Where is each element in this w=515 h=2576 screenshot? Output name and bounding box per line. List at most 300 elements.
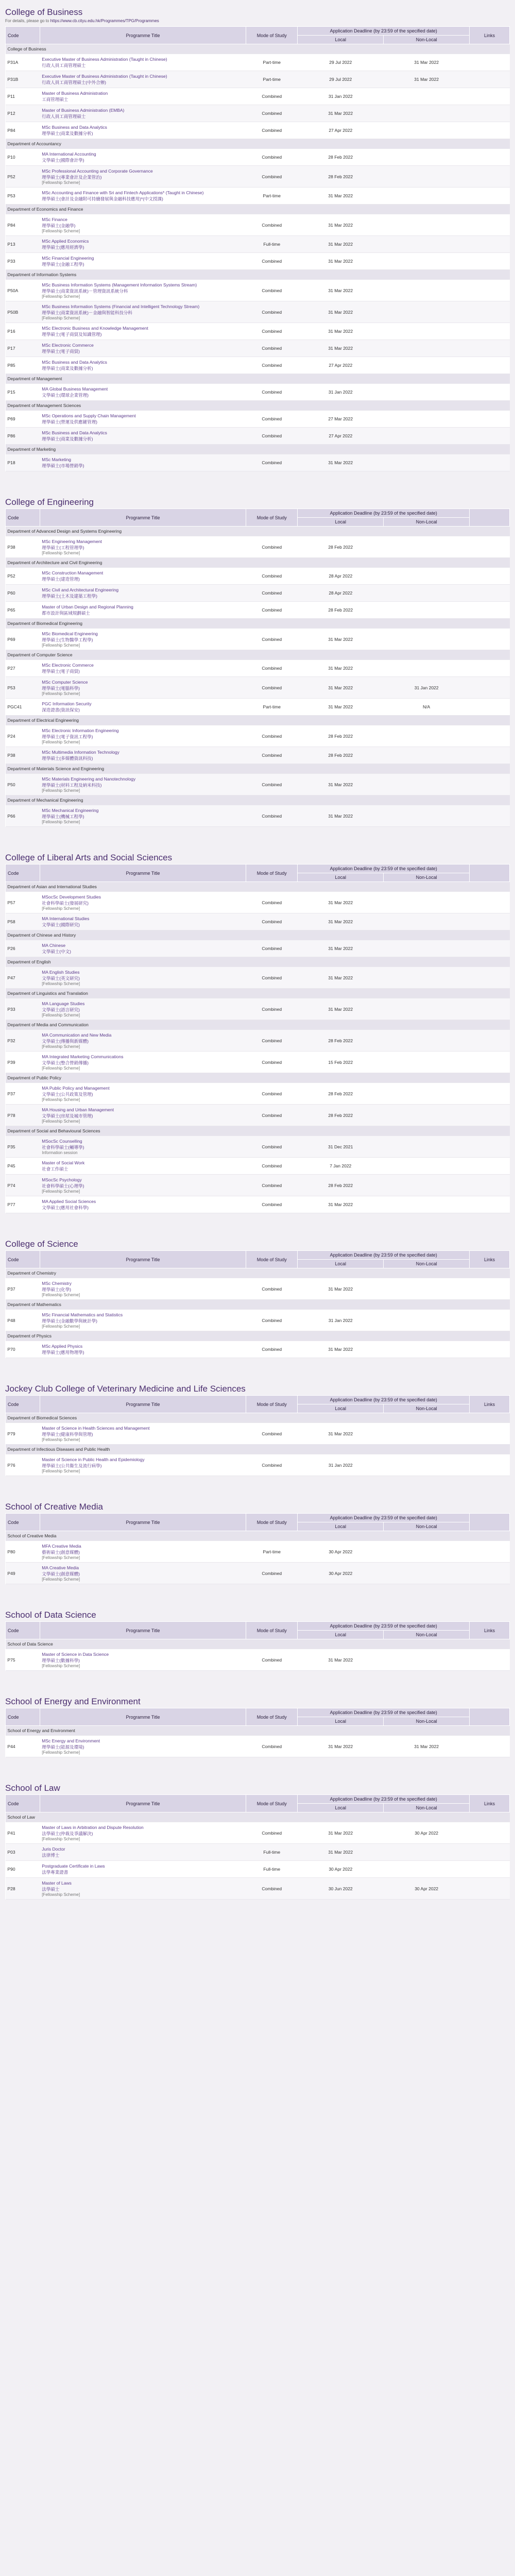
programme-code: P49 bbox=[6, 1563, 40, 1584]
programme-title-link[interactable]: MSocSc Development Studies bbox=[42, 894, 101, 900]
programme-chinese-title: 理學碩士(商業資訊系統)－金融與智能科技分科 bbox=[42, 310, 132, 315]
programme-title-cell bbox=[40, 166, 246, 188]
programme-row bbox=[6, 585, 510, 602]
mode-of-study: Combined bbox=[246, 1196, 298, 1213]
programme-title-link[interactable]: Postgraduate Certificate in Laws bbox=[42, 1863, 105, 1869]
programme-chinese-title: 理學碩士(營運及供應鏈管理) bbox=[42, 419, 97, 425]
programme-title-link[interactable]: MA Creative Media bbox=[42, 1565, 79, 1570]
programme-row bbox=[6, 1278, 510, 1300]
programme-title-link[interactable]: MA Communication and New Media bbox=[42, 1032, 112, 1038]
programme-chinese-title: 法學專業證書 bbox=[42, 1870, 68, 1875]
programme-title-link[interactable]: MSc Marketing bbox=[42, 457, 71, 462]
programme-title-link[interactable]: MA Language Studies bbox=[42, 1001, 85, 1006]
programme-row bbox=[6, 280, 510, 301]
deadline-local: 31 Mar 2022 bbox=[298, 660, 384, 677]
links-cell bbox=[470, 54, 510, 71]
programme-title-link[interactable]: MSc Chemistry bbox=[42, 1281, 72, 1286]
programme-title-cell bbox=[40, 725, 246, 747]
deadline-nonlocal: N/A bbox=[384, 699, 470, 716]
programme-title-link[interactable]: MSc Applied Physics bbox=[42, 1344, 83, 1349]
programme-row bbox=[6, 774, 510, 795]
programme-title-link[interactable]: MFA Creative Media bbox=[42, 1544, 81, 1549]
programme-title-cell bbox=[40, 602, 246, 619]
links-cell bbox=[470, 454, 510, 471]
programme-code: P50A bbox=[6, 280, 40, 301]
deadline-local: 31 Mar 2022 bbox=[298, 301, 384, 323]
programme-note: [Fellowship Scheme] bbox=[42, 1469, 80, 1473]
header-nonlocal: Non-Local bbox=[384, 518, 470, 527]
programme-row bbox=[6, 88, 510, 105]
programme-code: P24 bbox=[6, 725, 40, 747]
deadline-local: 28 Feb 2022 bbox=[298, 1083, 384, 1105]
department-row bbox=[6, 1531, 510, 1541]
links-cell bbox=[470, 1844, 510, 1861]
programme-chinese-title: 行政人員工商管理碩士 bbox=[42, 63, 86, 68]
links-cell bbox=[470, 149, 510, 166]
programme-row bbox=[6, 1341, 510, 1358]
deadline-local: 31 Mar 2022 bbox=[298, 892, 384, 913]
links-cell bbox=[470, 1423, 510, 1445]
programme-title-link[interactable]: Master of Social Work bbox=[42, 1160, 85, 1165]
programme-title-link[interactable]: Master of Science in Public Health and Epidemiology bbox=[42, 1457, 145, 1462]
programme-title-link[interactable]: MA Global Business Management bbox=[42, 386, 108, 392]
programme-chinese-title: 理學碩士(數據科學) bbox=[42, 1658, 80, 1663]
programme-chinese-title: 行政人員工商管理碩士 bbox=[42, 114, 86, 119]
programme-chinese-title: 行政人員工商管理碩士(中外合辦) bbox=[42, 80, 106, 85]
programme-chinese-title: 理學碩士(建造管理) bbox=[42, 577, 80, 582]
programme-title-link[interactable]: MA Integrated Marketing Communications bbox=[42, 1054, 124, 1059]
programme-title-link[interactable]: Master of Business Administration (EMBA) bbox=[42, 108, 125, 113]
programme-title-cell bbox=[40, 1649, 246, 1671]
programme-title-cell bbox=[40, 384, 246, 401]
mode-of-study: Combined bbox=[246, 1878, 298, 1900]
department-name: Department of Economics and Finance bbox=[6, 205, 510, 214]
mode-of-study: Combined bbox=[246, 301, 298, 323]
deadline-nonlocal bbox=[384, 892, 470, 913]
mode-of-study: Combined bbox=[246, 725, 298, 747]
mode-of-study: Part-time bbox=[246, 1541, 298, 1563]
mode-of-study: Combined bbox=[246, 428, 298, 445]
programme-title-link[interactable]: MSc Electronic Information Engineering bbox=[42, 728, 119, 733]
programme-title-cell bbox=[40, 340, 246, 357]
links-cell bbox=[470, 1310, 510, 1331]
department-row bbox=[6, 1331, 510, 1341]
programme-title-link[interactable]: Juris Doctor bbox=[42, 1846, 65, 1852]
programme-note: [Fellowship Scheme] bbox=[42, 788, 80, 793]
deadline-nonlocal bbox=[384, 536, 470, 558]
links-cell bbox=[470, 122, 510, 139]
header-local: Local bbox=[298, 518, 384, 527]
programme-code: P69 bbox=[6, 411, 40, 428]
programme-title-link[interactable]: MA Chinese bbox=[42, 943, 66, 948]
programme-title-link[interactable]: MSc Engineering Management bbox=[42, 539, 102, 544]
mode-of-study: Combined bbox=[246, 1310, 298, 1331]
header-deadline: Application Deadline (by 23:59 of the specified date) bbox=[298, 509, 470, 518]
programme-row bbox=[6, 166, 510, 188]
links-cell bbox=[470, 774, 510, 795]
college-section bbox=[5, 1232, 510, 1358]
links-cell bbox=[470, 892, 510, 913]
programme-chinese-title: 文學碩士(創意媒體) bbox=[42, 1571, 80, 1577]
deadline-local: 28 Apr 2022 bbox=[298, 568, 384, 585]
programme-title-link[interactable]: Master of Laws in Arbitration and Dispute Resolution bbox=[42, 1825, 144, 1830]
deadline-nonlocal bbox=[384, 940, 470, 957]
header-title: Programme Title bbox=[40, 1795, 246, 1812]
department-name: Department of Management bbox=[6, 374, 510, 384]
programme-title-link[interactable]: MSc Operations and Supply Chain Management bbox=[42, 413, 136, 418]
programme-note: [Fellowship Scheme] bbox=[42, 551, 80, 555]
deadline-local: 31 Mar 2022 bbox=[298, 1196, 384, 1213]
mode-of-study: Combined bbox=[246, 805, 298, 827]
college-title: Jockey Club College of Veterinary Medicine and Life Sciences bbox=[5, 1384, 246, 1394]
programme-code: P35 bbox=[6, 1136, 40, 1158]
programme-row bbox=[6, 54, 510, 71]
header-mode: Mode of Study bbox=[246, 1396, 298, 1413]
programme-title-link[interactable]: Executive Master of Business Administration (Taught in Chinese) bbox=[42, 74, 167, 79]
links-cell bbox=[470, 1822, 510, 1844]
deadline-local: 31 Mar 2022 bbox=[298, 454, 384, 471]
programme-row bbox=[6, 1136, 510, 1158]
header-links: Links bbox=[470, 1396, 510, 1413]
header-code: Code bbox=[6, 1251, 40, 1268]
mode-of-study: Part-time bbox=[246, 54, 298, 71]
programme-code: P32 bbox=[6, 1030, 40, 1052]
programme-title-link[interactable]: MA Public Policy and Management bbox=[42, 1086, 110, 1091]
deadline-local: 30 Apr 2022 bbox=[298, 1541, 384, 1563]
header-links bbox=[470, 865, 510, 882]
deadline-nonlocal bbox=[384, 1541, 470, 1563]
mode-of-study: Combined bbox=[246, 602, 298, 619]
header-mode: Mode of Study bbox=[246, 1622, 298, 1639]
deadline-local: 27 Apr 2022 bbox=[298, 122, 384, 139]
programme-title-link[interactable]: MSc Construction Management bbox=[42, 570, 104, 575]
deadline-nonlocal bbox=[384, 1052, 470, 1073]
programme-code: P16 bbox=[6, 323, 40, 340]
header-title: Programme Title bbox=[40, 27, 246, 44]
header-local: Local bbox=[298, 1631, 384, 1639]
college-section bbox=[5, 490, 510, 827]
programme-code: P84 bbox=[6, 214, 40, 236]
programme-chinese-title: 理學碩士(電子商貿) bbox=[42, 349, 80, 354]
deadline-nonlocal: 31 Mar 2022 bbox=[384, 54, 470, 71]
programme-note: [Fellowship Scheme] bbox=[42, 1044, 80, 1049]
programme-title-link[interactable]: MA International Studies bbox=[42, 916, 90, 921]
department-row bbox=[6, 1445, 510, 1454]
programme-code: P76 bbox=[6, 1454, 40, 1476]
programme-row bbox=[6, 1844, 510, 1861]
programme-row bbox=[6, 660, 510, 677]
programme-title-link[interactable]: MA Housing and Urban Management bbox=[42, 1107, 114, 1112]
programme-title-link[interactable]: MSc Business and Data Analytics bbox=[42, 430, 107, 435]
programme-title-cell bbox=[40, 998, 246, 1020]
mode-of-study: Combined bbox=[246, 1030, 298, 1052]
deadline-local: 28 Feb 2022 bbox=[298, 1105, 384, 1126]
header-deadline: Application Deadline (by 23:59 of the specified date) bbox=[298, 1708, 470, 1717]
programme-code: P47 bbox=[6, 967, 40, 989]
programme-title-link[interactable]: MSc Financial Mathematics and Statistics bbox=[42, 1312, 123, 1317]
mode-of-study: Full-time bbox=[246, 1844, 298, 1861]
programme-note: [Fellowship Scheme] bbox=[42, 316, 80, 320]
programme-chinese-title: 理學碩士(金融工程學) bbox=[42, 262, 84, 267]
programme-title-link[interactable]: Master of Business Administration bbox=[42, 91, 108, 96]
mode-of-study: Combined bbox=[246, 747, 298, 764]
programme-title-cell bbox=[40, 122, 246, 139]
programme-title-link[interactable]: MSc Electronic Commerce bbox=[42, 343, 94, 348]
college-note-text: For details, please go to bbox=[5, 19, 50, 23]
programme-title-link[interactable]: MSc Financial Engineering bbox=[42, 256, 94, 261]
department-name: Department of Social and Behavioural Sciences bbox=[6, 1126, 510, 1136]
mode-of-study: Combined bbox=[246, 940, 298, 957]
header-links: Links bbox=[470, 1251, 510, 1268]
programme-title-link[interactable]: MSc Accounting and Finance with Sri and Fintech Applications* (Taught in Chinese) bbox=[42, 190, 204, 195]
programme-title-link[interactable]: Master of Laws bbox=[42, 1880, 72, 1886]
programme-title-link[interactable]: MSc Business and Data Analytics bbox=[42, 360, 107, 365]
programme-row bbox=[6, 1736, 510, 1757]
deadline-local: 28 Feb 2022 bbox=[298, 1175, 384, 1196]
programme-code: P33 bbox=[6, 998, 40, 1020]
programme-title-cell bbox=[40, 805, 246, 827]
header-title: Programme Title bbox=[40, 1708, 246, 1726]
department-name: School of Creative Media bbox=[6, 1531, 510, 1541]
programme-title-cell bbox=[40, 1136, 246, 1158]
programme-title-cell bbox=[40, 774, 246, 795]
programme-row bbox=[6, 629, 510, 650]
mode-of-study: Combined bbox=[246, 1052, 298, 1073]
deadline-nonlocal bbox=[384, 214, 470, 236]
deadline-nonlocal bbox=[384, 1454, 470, 1476]
programme-chinese-title: 理學碩士(會計及金融附可持續發展與金融科技應用)*(中文授課) bbox=[42, 196, 163, 201]
mode-of-study: Combined bbox=[246, 214, 298, 236]
programme-title-cell bbox=[40, 1105, 246, 1126]
links-cell bbox=[470, 1736, 510, 1757]
programme-title-cell bbox=[40, 188, 246, 205]
department-row bbox=[6, 558, 510, 568]
programme-note: [Fellowship Scheme] bbox=[42, 643, 80, 648]
programme-note: [Fellowship Scheme] bbox=[42, 1750, 80, 1755]
programme-title-cell bbox=[40, 1878, 246, 1900]
programme-title-link[interactable]: MA English Studies bbox=[42, 970, 80, 975]
mode-of-study: Combined bbox=[246, 1105, 298, 1126]
programme-title-cell bbox=[40, 301, 246, 323]
programme-title-link[interactable]: MSc Business and Data Analytics bbox=[42, 125, 107, 130]
header-deadline: Application Deadline (by 23:59 of the specified date) bbox=[298, 1396, 470, 1404]
links-cell bbox=[470, 725, 510, 747]
deadline-nonlocal bbox=[384, 166, 470, 188]
deadline-local: 28 Feb 2022 bbox=[298, 166, 384, 188]
programme-code: P38 bbox=[6, 747, 40, 764]
mode-of-study: Part-time bbox=[246, 71, 298, 88]
programme-chinese-title: 社會科學碩士(心理學) bbox=[42, 1183, 84, 1189]
college-title: School of Data Science bbox=[5, 1610, 96, 1620]
deadline-local: 31 Jan 2022 bbox=[298, 1454, 384, 1476]
deadline-local: 31 Mar 2022 bbox=[298, 805, 384, 827]
programme-title-cell bbox=[40, 323, 246, 340]
mode-of-study: Combined bbox=[246, 411, 298, 428]
programme-row bbox=[6, 602, 510, 619]
programme-chinese-title: 法學碩士(仲裁及爭議解決) bbox=[42, 1831, 93, 1836]
programme-chinese-title: 理學碩士(電子商貿及知識管理) bbox=[42, 332, 102, 337]
links-cell bbox=[470, 1861, 510, 1878]
programme-note: [Fellowship Scheme] bbox=[42, 1119, 80, 1124]
programme-code: P70 bbox=[6, 1341, 40, 1358]
programme-title-link[interactable]: MSc Electronic Business and Knowledge Management bbox=[42, 326, 148, 331]
links-cell bbox=[470, 629, 510, 650]
department-row bbox=[6, 1073, 510, 1083]
programme-title-link[interactable]: MSocSc Psychology bbox=[42, 1177, 82, 1182]
mode-of-study: Combined bbox=[246, 1649, 298, 1671]
links-cell bbox=[470, 568, 510, 585]
programme-row bbox=[6, 214, 510, 236]
programme-row bbox=[6, 805, 510, 827]
programme-title-cell bbox=[40, 1030, 246, 1052]
programme-row bbox=[6, 725, 510, 747]
college-title: College of Liberal Arts and Social Sciences bbox=[5, 853, 173, 862]
deadline-nonlocal bbox=[384, 1175, 470, 1196]
department-name: Department of Computer Science bbox=[6, 650, 510, 660]
programme-title-link[interactable]: MSc Business Information Systems (Financial and Intelligent Technology Stream) bbox=[42, 304, 200, 309]
deadline-local: 30 Apr 2022 bbox=[298, 1563, 384, 1584]
deadline-local: 28 Feb 2022 bbox=[298, 725, 384, 747]
programme-chinese-title: 文學碩士(傳播與新媒體) bbox=[42, 1039, 89, 1044]
programme-title-link[interactable]: MSc Energy and Environment bbox=[42, 1738, 100, 1743]
deadline-local: 31 Mar 2022 bbox=[298, 105, 384, 122]
programme-code: P60 bbox=[6, 585, 40, 602]
mode-of-study: Combined bbox=[246, 892, 298, 913]
programme-title-link[interactable]: MSc Computer Science bbox=[42, 680, 88, 685]
programme-chinese-title: 理學碩士(金融學) bbox=[42, 223, 76, 228]
programme-title-link[interactable]: MSc Civil and Architectural Engineering bbox=[42, 587, 119, 592]
programme-row bbox=[6, 1175, 510, 1196]
deadline-local: 28 Feb 2022 bbox=[298, 1030, 384, 1052]
programme-row bbox=[6, 1649, 510, 1671]
deadline-local: 31 Mar 2022 bbox=[298, 998, 384, 1020]
links-cell bbox=[470, 1341, 510, 1358]
programme-chinese-title: 理學碩士(機械工程學) bbox=[42, 814, 84, 819]
programme-code: P66 bbox=[6, 805, 40, 827]
links-cell bbox=[470, 214, 510, 236]
links-cell bbox=[470, 1196, 510, 1213]
department-name: Department of English bbox=[6, 957, 510, 967]
links-cell bbox=[470, 384, 510, 401]
programme-row bbox=[6, 1861, 510, 1878]
programme-note: [Fellowship Scheme] bbox=[42, 981, 80, 986]
links-cell bbox=[470, 536, 510, 558]
programme-row bbox=[6, 122, 510, 139]
programme-title-link[interactable]: MSc Professional Accounting and Corporate Governance bbox=[42, 168, 153, 174]
department-row bbox=[6, 882, 510, 892]
header-links bbox=[470, 509, 510, 527]
header-links: Links bbox=[470, 1622, 510, 1639]
programme-note: [Fellowship Scheme] bbox=[42, 1097, 80, 1102]
programme-title-link[interactable]: PGC Information Security bbox=[42, 701, 92, 706]
programme-title-link[interactable]: Master of Science in Data Science bbox=[42, 1652, 109, 1657]
programme-row bbox=[6, 188, 510, 205]
deadline-nonlocal bbox=[384, 602, 470, 619]
programme-title-cell bbox=[40, 88, 246, 105]
programme-code: P77 bbox=[6, 1196, 40, 1213]
header-deadline: Application Deadline (by 23:59 of the specified date) bbox=[298, 1251, 470, 1260]
deadline-local: 31 Mar 2022 bbox=[298, 774, 384, 795]
programme-row bbox=[6, 913, 510, 930]
deadline-nonlocal bbox=[384, 1844, 470, 1861]
programme-title-link[interactable]: Master of Science in Health Sciences and Management bbox=[42, 1426, 150, 1431]
programme-code: P48 bbox=[6, 1310, 40, 1331]
programme-title-link[interactable]: MSc Multimedia Information Technology bbox=[42, 750, 119, 755]
deadline-nonlocal bbox=[384, 1196, 470, 1213]
programme-table bbox=[5, 509, 510, 827]
programme-title-cell bbox=[40, 629, 246, 650]
programme-note: [Fellowship Scheme] bbox=[42, 820, 80, 824]
deadline-local: 28 Feb 2022 bbox=[298, 747, 384, 764]
programme-title-link[interactable]: MSc Biomedical Engineering bbox=[42, 631, 98, 636]
programme-code: P27 bbox=[6, 660, 40, 677]
department-row bbox=[6, 44, 510, 54]
college-note-link[interactable]: https://www.cb.cityu.edu.hk/Programmes/TPG/Programmes bbox=[50, 19, 159, 23]
programme-title-link[interactable]: Master of Urban Design and Regional Planning bbox=[42, 604, 133, 609]
programme-chinese-title: 理學碩士(專業會計及企業管治) bbox=[42, 175, 102, 180]
department-row bbox=[6, 1413, 510, 1423]
department-row bbox=[6, 1726, 510, 1736]
programme-table bbox=[5, 1621, 510, 1671]
mode-of-study: Combined bbox=[246, 1083, 298, 1105]
programme-chinese-title: 理學碩士(電腦科學) bbox=[42, 686, 80, 691]
programme-title-link[interactable]: MSc Materials Engineering and Nanotechnology bbox=[42, 776, 136, 782]
header-nonlocal: Non-Local bbox=[384, 1631, 470, 1639]
links-cell bbox=[470, 1136, 510, 1158]
programme-title-link[interactable]: MA International Accounting bbox=[42, 151, 96, 157]
deadline-nonlocal bbox=[384, 967, 470, 989]
programme-title-cell bbox=[40, 699, 246, 716]
links-cell bbox=[470, 1454, 510, 1476]
programme-title-link[interactable]: MSc Electronic Commerce bbox=[42, 663, 94, 668]
programme-title-cell bbox=[40, 940, 246, 957]
header-nonlocal: Non-Local bbox=[384, 873, 470, 882]
programme-row bbox=[6, 1878, 510, 1900]
programme-title-link[interactable]: MSc Finance bbox=[42, 217, 67, 222]
programme-title-cell bbox=[40, 1278, 246, 1300]
department-name: Department of Architecture and Civil Engineering bbox=[6, 558, 510, 568]
programme-title-link[interactable]: MSocSc Counselling bbox=[42, 1139, 82, 1144]
college-title: School of Law bbox=[5, 1783, 60, 1793]
programme-row bbox=[6, 998, 510, 1020]
header-local: Local bbox=[298, 873, 384, 882]
programme-note: [Fellowship Scheme] bbox=[42, 906, 80, 911]
programme-title-link[interactable]: MA Applied Social Sciences bbox=[42, 1199, 96, 1204]
programme-chinese-title: 理學碩士(商業及數據分析) bbox=[42, 366, 93, 371]
deadline-local: 31 Mar 2022 bbox=[298, 1649, 384, 1671]
deadline-nonlocal bbox=[384, 357, 470, 374]
department-name: Department of Physics bbox=[6, 1331, 510, 1341]
programme-code: P84 bbox=[6, 122, 40, 139]
programme-title-link[interactable]: Executive Master of Business Administration (Taught in Chinese) bbox=[42, 57, 167, 62]
deadline-nonlocal bbox=[384, 301, 470, 323]
programme-code: P17 bbox=[6, 340, 40, 357]
programme-title-link[interactable]: MSc Mechanical Engineering bbox=[42, 808, 99, 813]
deadline-local: 31 Mar 2022 bbox=[298, 677, 384, 699]
programme-chinese-title: 理學碩士(材料工程及納米科技) bbox=[42, 783, 102, 788]
header-nonlocal: Non-Local bbox=[384, 1804, 470, 1812]
programme-title-cell bbox=[40, 747, 246, 764]
links-cell bbox=[470, 699, 510, 716]
programme-title-link[interactable]: MSc Business Information Systems (Management Information Systems Stream) bbox=[42, 282, 197, 287]
programme-title-link[interactable]: MSc Applied Economics bbox=[42, 239, 89, 244]
mode-of-study: Combined bbox=[246, 384, 298, 401]
programme-row bbox=[6, 149, 510, 166]
programme-code: P15 bbox=[6, 384, 40, 401]
header-deadline: Application Deadline (by 23:59 of the specified date) bbox=[298, 1514, 470, 1522]
programme-title-cell bbox=[40, 253, 246, 270]
deadline-nonlocal bbox=[384, 1030, 470, 1052]
